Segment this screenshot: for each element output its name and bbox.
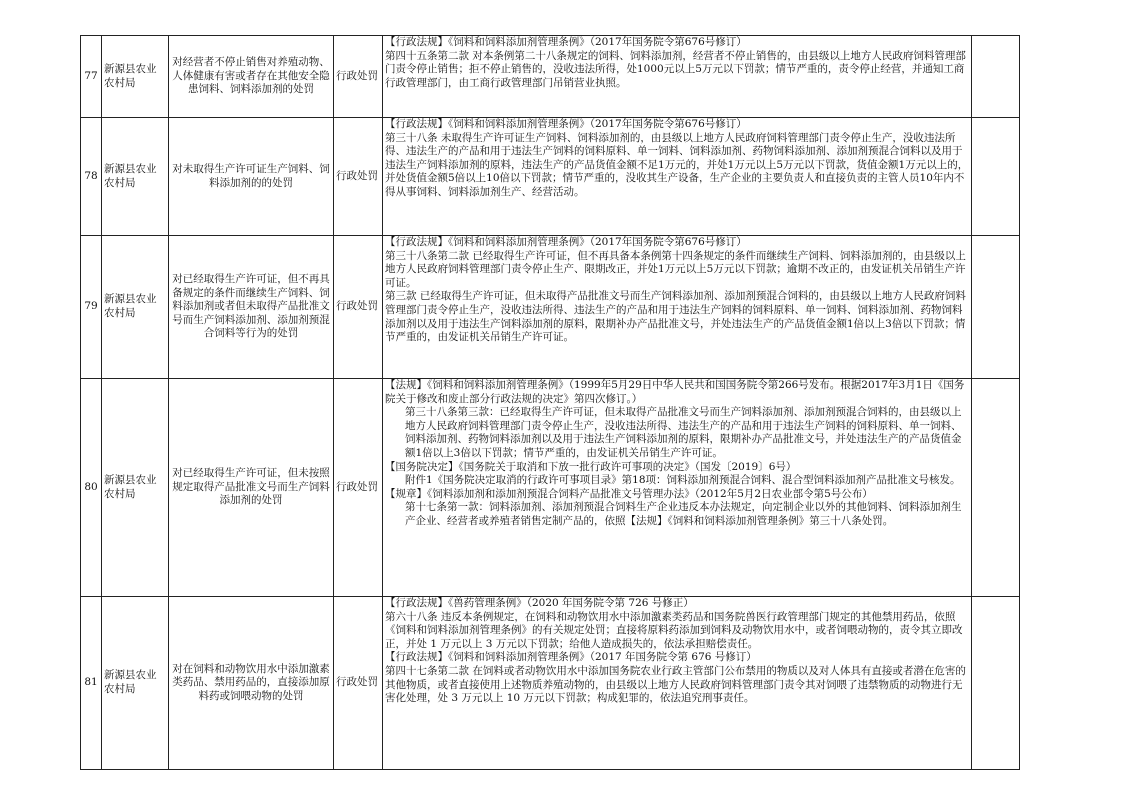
table-row: [81, 36, 1020, 118]
remarks-cell: [972, 236, 1020, 379]
department-cell: 新源县农业农村局: [102, 236, 169, 379]
type-cell: 行政处罚: [334, 236, 383, 379]
legal-basis-cell: [383, 236, 972, 379]
department-cell: 新源县农业农村局: [102, 379, 169, 597]
item-name-cell: 对未取得生产许可证生产饲料、饲料添加剂的的处罚: [169, 118, 334, 236]
department-cell: 新源县农业农村局: [102, 597, 169, 770]
item-name-cell: 对在饲料和动物饮用水中添加激素类药品、禁用药品的，直接添加原料药或饲喂动物的处罚: [169, 597, 334, 770]
remarks-cell: [972, 597, 1020, 770]
row-number: 77: [81, 36, 102, 118]
item-name-cell: 对经营者不停止销售对养殖动物、人体健康有害或者存在其他安全隐患饲料、饲料添加剂的处罚: [169, 36, 334, 118]
remarks-cell: [972, 36, 1020, 118]
legal-basis-line: 【法规】《饲料和饲料添加剂管理条例》（1999年5月29日中华人民共和国国务院令第266号发布。根据2017年3月1日《国务院关于修改和废止部分行政法规的决定》第四次修订。）: [385, 379, 965, 405]
legal-basis-line: 【行政法规】《饲料和饲料添加剂管理条例》（2017年国务院令第676号修订）: [385, 118, 747, 130]
type-cell: 行政处罚: [334, 118, 383, 236]
legal-basis-cell: [383, 597, 972, 770]
legal-basis-line: 第六十八条 违反本条例规定，在饲料和动物饮用水中添加激素类药品和国务院兽医行政管理部门规定的其他禁用药品，依照《饲料和饲料添加剂管理条例》的有关规定处罚；直接将原料药添加到饲料及动物饮用水中，或者饲喂动物的，责令其立即改正，并处 1 万元以上 3 万元以下罚款；给他人造成损失的，依法承担赔偿责任。: [385, 610, 963, 650]
remarks-cell: [972, 118, 1020, 236]
table-row: [81, 236, 1020, 379]
row-number: 79: [81, 236, 102, 379]
legal-basis-line: 第四十七条第二款 在饲料或者动物饮用水中添加国务院农业行政主管部门公布禁用的物质以及对人体具有直接或者潜在危害的其他物质，或者直接使用上述物质养殖动物的，由县级以上地方人民政府饲料管理部门责令其对饲喂了违禁物质的动物进行无害化处理，处 3 万元以上 10 万元以下罚款；构成犯罪的，依法追究刑事责任。: [385, 664, 966, 705]
legal-basis-line: 【规章】《饲料添加剂和添加剂预混合饲料产品批准文号管理办法》（2012年5月2日农业部令第5号公布）: [385, 487, 873, 500]
legal-basis-line: 【国务院决定】《国务院关于取消和下放一批行政许可事项的决定》（国发〔2019〕6号）: [385, 460, 797, 473]
legal-basis-line: 【行政法规】《兽药管理条例》（2020 年国务院令第 726 号修正）: [385, 597, 694, 609]
legal-basis-line: 第三十八条 未取得生产许可证生产饲料、饲料添加剂的，由县级以上地方人民政府饲料管理部门责令停止生产，没收违法所得、违法生产的产品和用于违法生产饲料的饲料原料、单一饲料、饲料添加剂、药物饲料添加剂、添加剂预混合饲料以及用于违法生产饲料添加剂的原料，违法生产的产品货值金额不足1万元的，并处1万元以上5万元以下罚款，货值金额1万元以上的，并处货值金额5倍以上10倍以下罚款；情节严重的，没收其生产设备，生产企业的主要负责人和直接负责的主管人员10年内不得从事饲料、饲料添加剂生产、经营活动。: [385, 131, 969, 198]
remarks-cell: [972, 379, 1020, 597]
type-cell: 行政处罚: [334, 36, 383, 118]
type-cell: 行政处罚: [334, 597, 383, 770]
item-name-cell: 对已经取得生产许可证，但不再具备规定的条件而继续生产饲料、饲料添加剂或者但未取得产品批准文号而生产饲料添加剂、添加剂预混合饲料等行为的处罚: [169, 236, 334, 379]
department-cell: 新源县农业农村局: [102, 118, 169, 236]
row-number: 80: [81, 379, 102, 597]
table-row: [81, 379, 1020, 597]
type-cell: 行政处罚: [334, 379, 383, 597]
table-body: [81, 36, 1020, 770]
row-number: 81: [81, 597, 102, 770]
legal-basis-cell: [383, 379, 972, 597]
department-cell: 新源县农业农村局: [102, 36, 169, 118]
legal-basis-line: 第三十八条第三款：已经取得生产许可证，但未取得产品批准文号而生产饲料添加剂、添加剂预混合饲料的，由县级以上地方人民政府饲料管理部门责令停止生产，没收违法所得、违法生产的产品和用于违法生产饲料的饲料原料、单一饲料、饲料添加剂、药物饲料添加剂以及用于违法生产饲料添加剂的原料，限期补办产品批准文号，并处违法生产的产品货值金额1倍以上3倍以下罚款；情节严重的，由发证机关吊销生产许可证。: [405, 406, 962, 459]
legal-basis-cell: [383, 118, 972, 236]
legal-basis-line: 附件1《国务院决定取消的行政许可事项目录》第18项：饲料添加剂预混合饲料、混合型饲料添加剂产品批准文号核发。: [405, 474, 961, 487]
legal-basis-line: 第十七条第一款：饲料添加剂、添加剂预混合饲料生产企业违反本办法规定，向定制企业以外的其他饲料、饲料添加剂生产企业、经营者或养殖者销售定制产品的，依照【法规】《饲料和饲料添加剂管理条例》第三十八条处罚。: [405, 501, 962, 527]
table-row: [81, 597, 1020, 770]
legal-basis-line: 第四十五条第二款 对本条例第二十八条规定的饲料、饲料添加剂，经营者不停止销售的，由县级以上地方人民政府饲料管理部门责令停止销售；拒不停止销售的，没收违法所得，处1000元以上5万元以下罚款；情节严重的，责令停止经营，并通知工商行政管理部门，由工商行政管理部门吊销营业执照。: [385, 49, 966, 89]
row-number: 78: [81, 118, 102, 236]
legal-basis-line: 【行政法规】《饲料和饲料添加剂管理条例》（2017年国务院令第676号修订）: [385, 36, 747, 48]
legal-basis-line: 【行政法规】《饲料和饲料添加剂管理条例》（2017年国务院令第676号修订）: [385, 236, 747, 248]
legal-basis-line: 第三款 已经取得生产许可证，但未取得产品批准文号而生产饲料添加剂、添加剂预混合饲料的，由县级以上地方人民政府饲料管理部门责令停止生产，没收违法所得、违法生产的产品和用于违法生产饲料的饲料原料、单一饲料、饲料添加剂、药物饲料添加剂以及用于违法生产饲料添加剂的原料，限期补办产品批准文号，并处违法生产的产品货值金额1倍以上3倍以下罚款；情节严重的，由发证机关吊销生产许可证。: [385, 290, 966, 344]
table-row: [81, 118, 1020, 236]
legal-basis-cell: [383, 36, 972, 118]
regulation-table: [80, 35, 1020, 770]
legal-basis-line: 【行政法规】《饲料和饲料添加剂管理条例》（2017 年国务院令第 676 号修订）: [385, 651, 757, 664]
item-name-cell: 对已经取得生产许可证，但未按照规定取得产品批准文号而生产饲料添加剂的处罚: [169, 379, 334, 597]
legal-basis-line: 第三十八条第二款 已经取得生产许可证，但不再具备本条例第十四条规定的条件而继续生产饲料、饲料添加剂的，由县级以上地方人民政府饲料管理部门责令停止生产、限期改正，并处1万元以上5万元以下罚款；逾期不改正的，由发证机关吊销生产许可证。: [385, 249, 966, 289]
